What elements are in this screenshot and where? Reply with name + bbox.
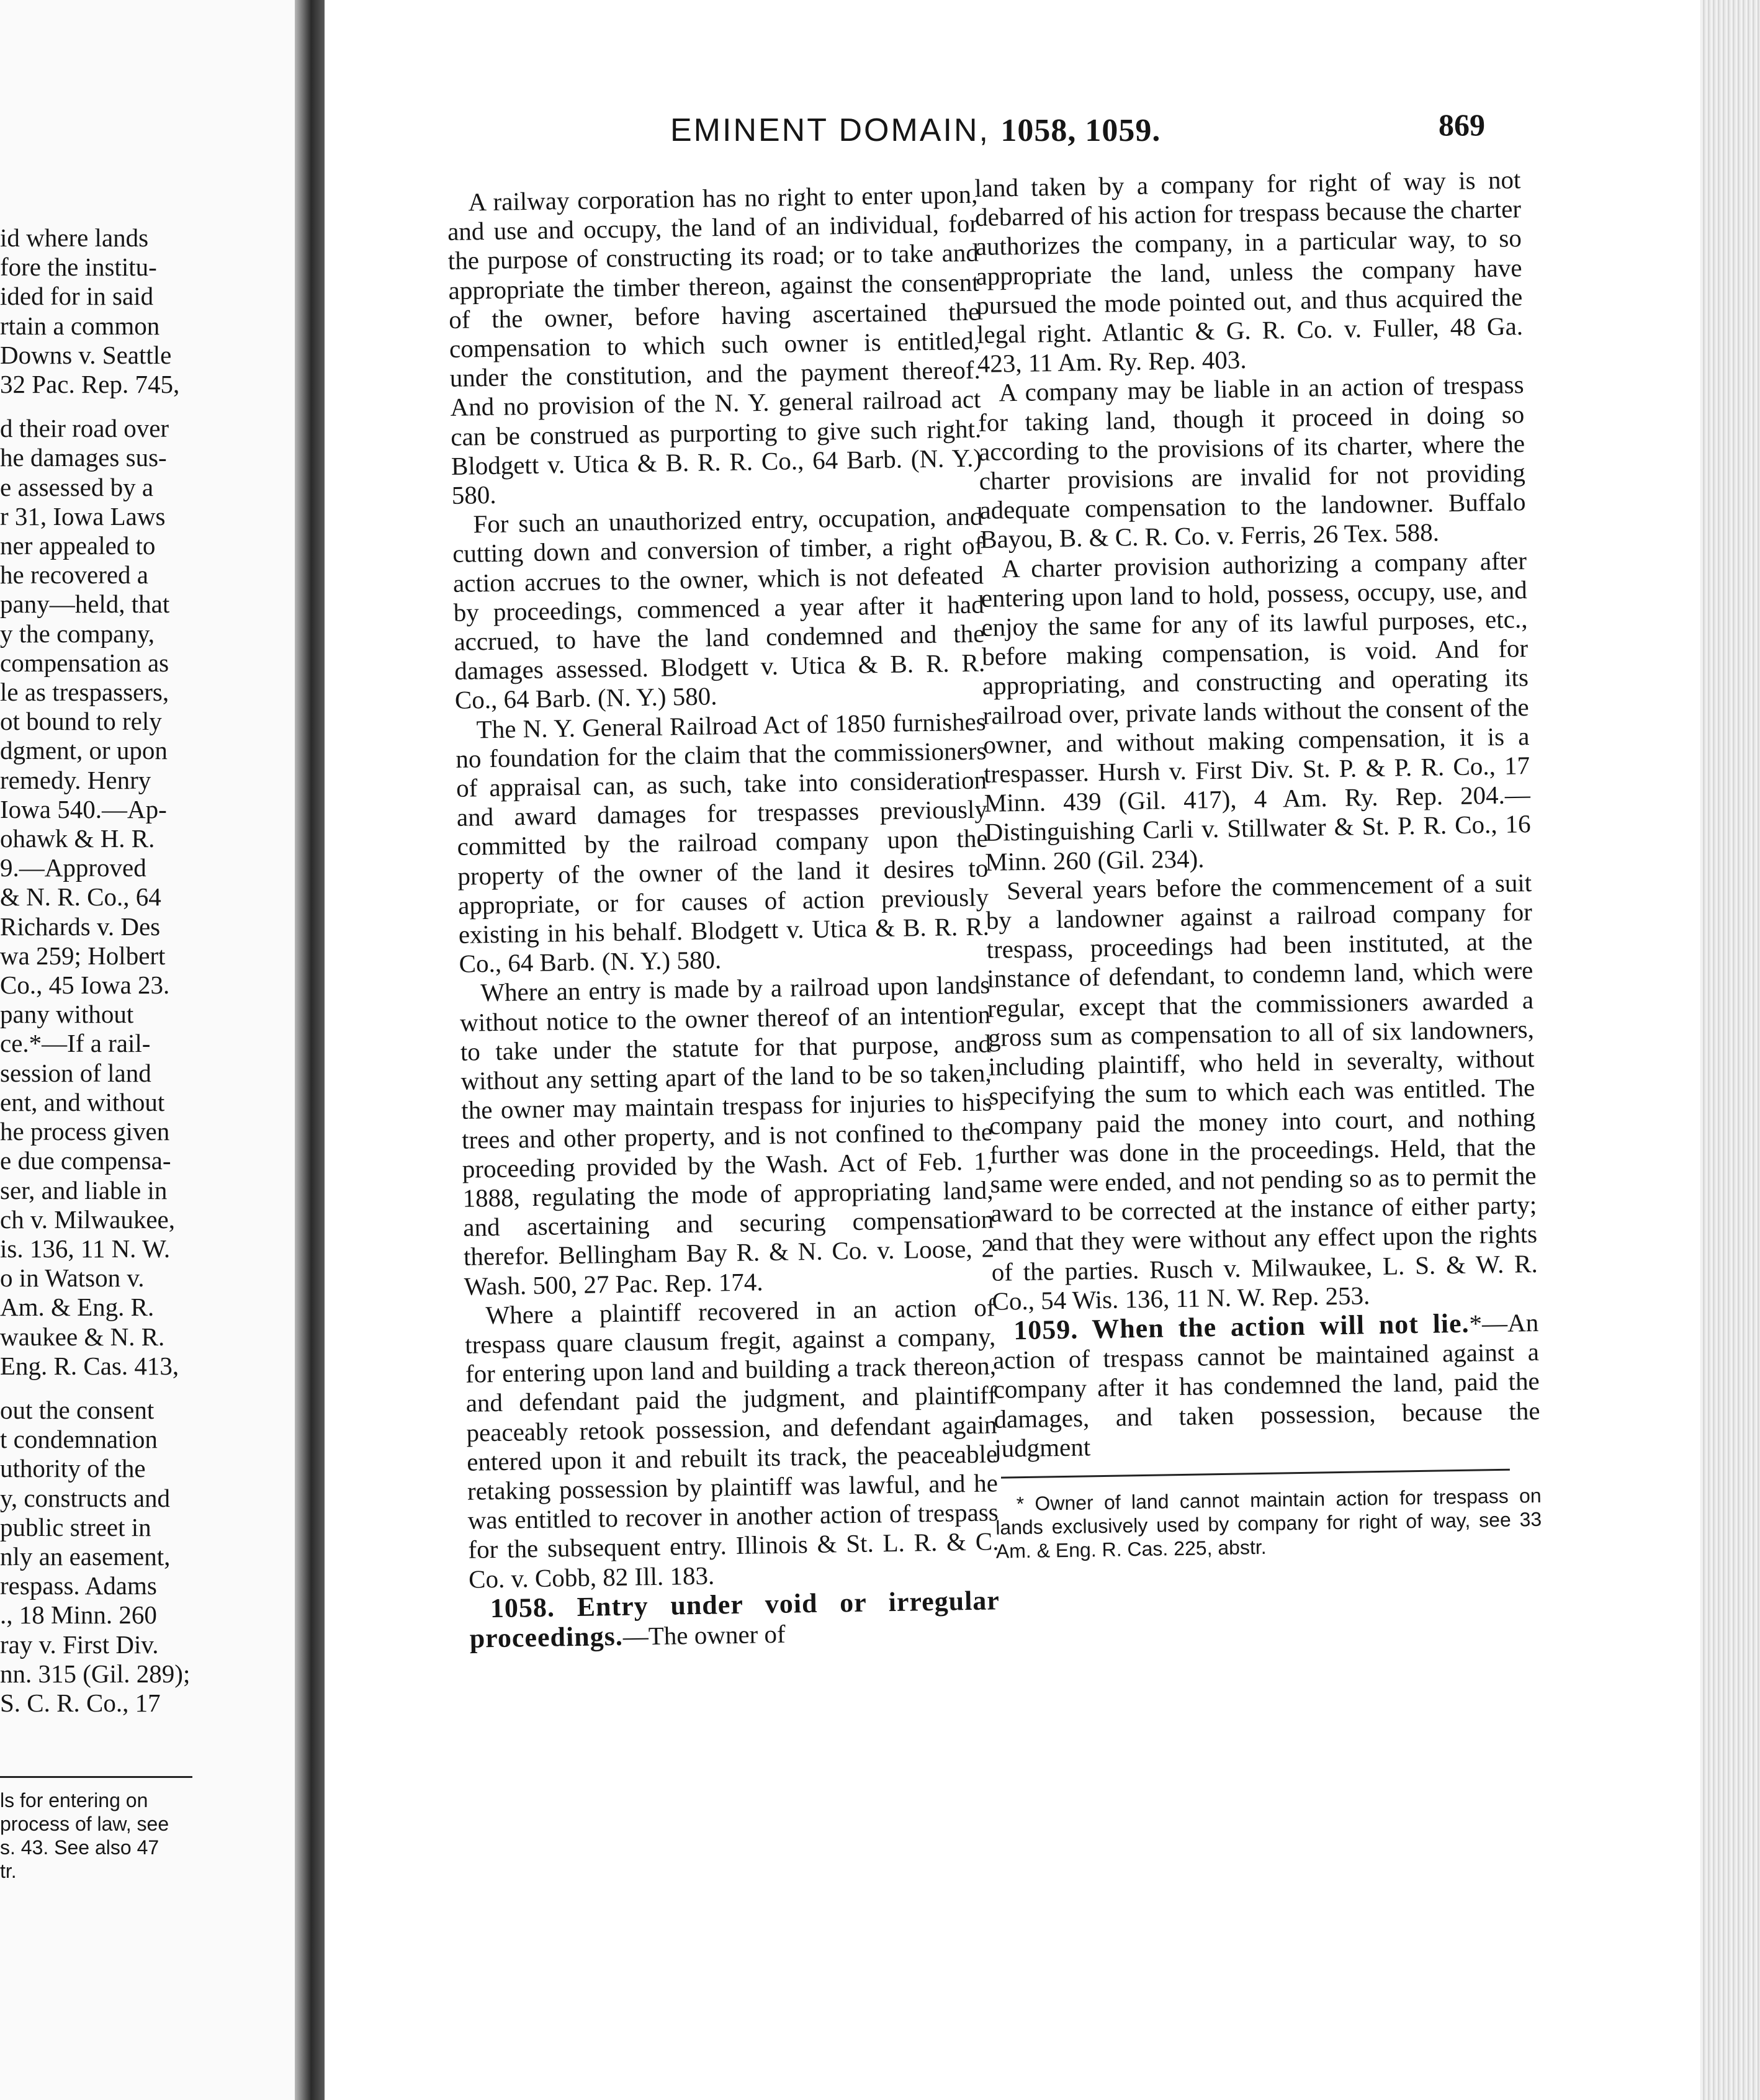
text-line: 9.—Approved <box>0 853 146 882</box>
text-line: waukee & N. R. <box>0 1322 165 1351</box>
paragraph: Where a plaintiff recovered in an action of trespass quare clausum fregit, against a company, for entering upon land and building a track thereon, and defendant paid the judgment, and plaintiff peaceably retook possession, and defendant again entered upon it and rebuilt its track, the peaceable retaking possession by plaintiff was lawful, and he was entitled to recover in another action of trespass for the subsequent entry. Illinois & St. L. R. & C. Co. v. Cobb, 82 Ill. 183. <box>464 1293 999 1594</box>
text-line: & N. R. Co., 64 <box>0 882 161 912</box>
text-line: ohawk & H. R. <box>0 824 155 853</box>
footnote-line: s. 43. See also 47 <box>0 1836 159 1859</box>
section-1058-heading: 1058. Entry under void or irregular proceedings. <box>469 1585 1000 1654</box>
section-1059 <box>992 1308 1541 1463</box>
paragraph: For such an unauthorized entry, occupation, and cutting down and conversion of timber, a right of action accrues to the owner, which is not defeated by proceedings, commenced a year after it had accrued, to have the land condemned and the damages assessed. Blodgett v. Utica & B. R. R. Co., 64 Barb. (N. Y.) 580. <box>452 501 986 715</box>
running-header <box>670 112 1161 149</box>
text-line: Co., 45 Iowa 23. <box>0 971 170 1000</box>
text-line: remedy. Henry <box>0 765 151 794</box>
text-line: he damages sus- <box>0 443 167 472</box>
text-line: uthority of the <box>0 1454 146 1483</box>
text-line: compensation as <box>0 648 169 677</box>
text-column-right <box>974 165 1542 1563</box>
text-line: e assessed by a <box>0 472 154 501</box>
text-line: public street in <box>0 1512 151 1541</box>
text-line: rtain a common <box>0 311 160 340</box>
footnote: * Owner of land cannot maintain action for trespass on lands exclusively used by company for right of way, see 33 Am. & Eng. R. Cas. 225, abstr. <box>995 1484 1542 1563</box>
paragraph: A company may be liable in an action of trespass for taking land, though it proceed in doing so according to the provisions of its charter, where the charter provisions are invalid for not providing adequate compensation to the landowner. Buffalo Bayou, B. & C. R. Co. v. Ferris, 26 Tex. 588. <box>977 370 1526 554</box>
text-column-left <box>447 180 1000 1654</box>
text-line: ided for in said <box>0 282 154 311</box>
text-line: pany without <box>0 1000 134 1029</box>
paragraph: The N. Y. General Railroad Act of 1850 furnishes no foundation for the claim that the commissioners of appraisal can, as such, take into consideration and award damages for trespasses previously committed by the railroad company upon the property of the owner of the land it desires to appropriate, or for causes of action previously existing in his behalf. Blodgett v. Utica & B. R. R. Co., 64 Barb. (N. Y.) 580. <box>456 707 990 979</box>
text-line: nn. 315 (Gil. 289); <box>0 1659 191 1688</box>
text-line: ner appealed to <box>0 531 156 560</box>
footnote-rule <box>1001 1469 1510 1479</box>
text-line: ch v. Milwaukee, <box>0 1205 175 1234</box>
text-line: e due compensa- <box>0 1146 171 1175</box>
text-line: r 31, Iowa Laws <box>0 501 166 531</box>
paragraph: land taken by a company for right of way is not debarred of his action for trespass because the charter authorizes the company, in a particular way, to so appropriate the land, unless the company have pursued the mode pointed out, and thus acquired the legal right. Atlantic & G. R. Co. v. Fuller, 48 Ga. 423, 11 Am. Ry. Rep. 403. <box>974 165 1524 379</box>
section-1058-text: —The owner of <box>622 1619 786 1651</box>
previous-page-fragment <box>0 0 295 2100</box>
text-line: dgment, or upon <box>0 736 168 765</box>
previous-page-text <box>0 223 191 1718</box>
text-line: ent, and without <box>0 1087 165 1116</box>
text-line: ., 18 Minn. 260 <box>0 1600 157 1630</box>
text-line: id where lands <box>0 223 149 252</box>
previous-page-footnote <box>0 1788 192 1883</box>
paragraph: A charter provision authorizing a company after entering upon land to hold, possess, occupy, use, and enjoy the same for any of its lawful purposes, etc., before making compensation, is void. And for appropriating, and constructing and operating its railroad over, private lands without the consent of the owner, and without making compensation, it is a trespasser. Hursh v. First Div. St. P. & P. R. Co., 17 Minn. 439 (Gil. 417), 4 Am. Ry. Rep. 204.—Distinguishing Carli v. Stillwater & St. P. R. Co., 16 Minn. 260 (Gil. 234). <box>981 545 1531 876</box>
text-line: y the company, <box>0 619 155 648</box>
text-line: he recovered a <box>0 560 148 590</box>
text-line: wa 259; Holbert <box>0 941 166 970</box>
text-line: Richards v. Des <box>0 912 161 941</box>
paragraph: Several years before the commencement of a suit by a landowner against a railroad company for trespass, proceedings had been instituted, at the instance of defendant, to condemn land, which were regular, except that the commissioners awarded a gross sum as compensation to all of six landowners, including plaintiff, who held in severalty, without specifying the sum to which each was entitled. The company paid the money into court, and nothing further was done in the proceedings. Held, that the same were ended, and not pending so as to permit the award to be corrected at the instance of either party; and that they were without any effect upon the rights of the parties. Rusch v. Milwaukee, L. S. & W. R. Co., 54 Wis. 136, 11 N. W. Rep. 253. <box>986 868 1538 1316</box>
section-1058 <box>469 1586 1000 1654</box>
text-line: Eng. R. Cas. 413, <box>0 1351 179 1380</box>
text-line: fore the institu- <box>0 253 157 282</box>
header-title: EMINENT DOMAIN, <box>670 112 990 148</box>
text-line: 32 Pac. Rep. 745, <box>0 370 180 399</box>
paragraph: Where an entry is made by a railroad upon lands without notice to the owner thereof of an intention to take under the statute for that purpose, and without any setting apart of the land to be so taken, the owner may maintain trespass for injuries to his trees and other property, and is not confined to the proceeding provided by the Wash. Act of Feb. 1, 1888, regulating the mode of appropriating land, and ascertaining and securing compensation therefor. Bellingham Bay R. & N. Co. v. Loose, 2 Wash. 500, 27 Pac. Rep. 174. <box>459 970 995 1301</box>
text-line: S. C. R. Co., 17 <box>0 1688 161 1717</box>
text-line: d their road over <box>0 414 169 443</box>
text-line: ser, and liable in <box>0 1175 168 1205</box>
line-gap <box>0 1381 186 1396</box>
text-line: out the consent <box>0 1395 155 1424</box>
section-1059-text: *—An action of trespass cannot be maintained against a company after it has condemned the land, paid the damages, and taken possession, because the judgment <box>992 1308 1540 1463</box>
text-line: Downs v. Seattle <box>0 340 172 369</box>
footnote-line: process of law, see <box>0 1813 169 1835</box>
text-line: le as trespassers, <box>0 678 169 707</box>
text-line: nly an easement, <box>0 1541 171 1571</box>
line-gap <box>0 399 186 414</box>
text-line: is. 136, 11 N. W. <box>0 1234 171 1263</box>
text-line: ray v. First Div. <box>0 1630 159 1659</box>
header-sections: 1058, 1059. <box>1000 113 1161 148</box>
footnote-line: ls for entering on <box>0 1789 148 1811</box>
previous-page-footnote-rule <box>0 1776 192 1778</box>
text-line: pany—held, that <box>0 590 170 619</box>
text-line: Iowa 540.—Ap- <box>0 794 167 823</box>
text-line: session of land <box>0 1058 151 1087</box>
text-line: o in Watson v. <box>0 1263 145 1293</box>
section-1059-heading: 1059. When the action will not lie. <box>1013 1308 1470 1346</box>
paragraph: A railway corporation has no right to enter upon, and use and occupy, the land of an individual, for the purpose of constructing its road; or to take and appropriate the timber thereon, against the consent of the owner, before having ascertained the compensation to which such owner is entitled, under the constitution, and the payment thereof. And no provision of the N. Y. general railroad act can be construed as purporting to give such right. Blodgett v. Utica & B. R. R. Co., 64 Barb. (N. Y.) 580. <box>447 179 982 509</box>
text-line: ce.*—If a rail- <box>0 1029 151 1058</box>
book-gutter <box>295 0 325 2100</box>
text-line: ot bound to rely <box>0 707 162 736</box>
text-line: he process given <box>0 1117 170 1146</box>
text-line: Am. & Eng. R. <box>0 1293 155 1322</box>
text-line: respass. Adams <box>0 1571 157 1600</box>
footnote-line: tr. <box>0 1860 17 1882</box>
page-number: 869 <box>1439 107 1485 142</box>
page-edges <box>1700 0 1760 2100</box>
text-line: y, constructs and <box>0 1483 171 1512</box>
text-line: t condemnation <box>0 1425 158 1454</box>
